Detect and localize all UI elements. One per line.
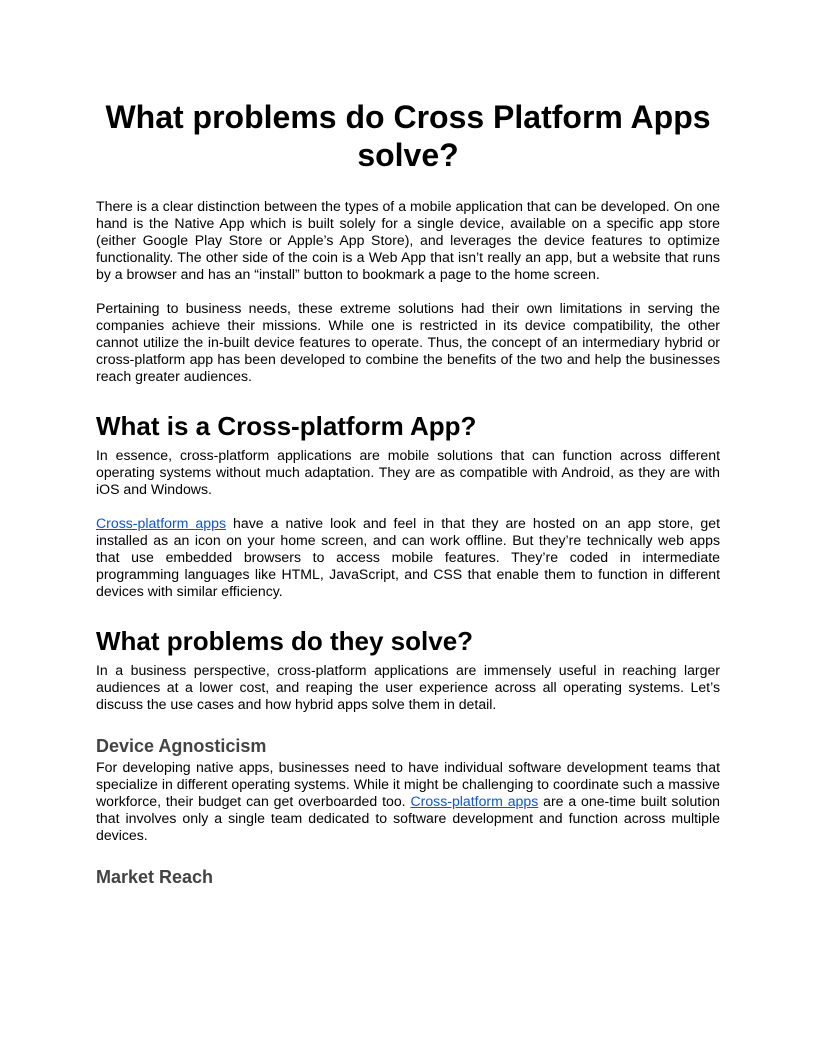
device-agnosticism-paragraph: [96, 759, 720, 844]
spacer: [96, 713, 720, 735]
intro-paragraph-2: Pertaining to business needs, these extreme solutions had their own limitations in serving the companies achieve their missions. While one is restricted in its device compatibility, the other cannot utilize the in-built device features to operate. Thus, the concept of an intermediary hybrid or cross-platform app has been developed to combine the benefits of the two and help the businesses reach greater audiences.: [96, 300, 720, 384]
section-heading-what-is: What is a Cross-platform App?: [96, 411, 477, 441]
device-agnosticism-text-after: are a one-time built solution that involves only a single team dedicated to software development and function across multiple devices.: [96, 793, 721, 843]
page-title: What problems do Cross Platform Apps solve?: [105, 99, 711, 173]
subheading-market-reach: Market Reach: [96, 867, 214, 887]
spacer: [96, 844, 720, 866]
cross-platform-apps-link[interactable]: Cross-platform apps: [96, 515, 226, 531]
section-heading-problems: What problems do they solve?: [96, 626, 474, 656]
section1-paragraph-2: [96, 515, 720, 600]
section1-paragraph-1: In essence, cross-platform applications are mobile solutions that can function across different operating systems without much adaptation. They are as compatible with Android, as they are with iOS and Windows.: [96, 447, 720, 497]
spacer: [96, 498, 720, 515]
subheading-device-agnosticism: Device Agnosticism: [96, 736, 267, 756]
section2-paragraph-1: In a business perspective, cross-platform applications are immensely useful in reaching larger audiences at a lower cost, and reaping the user experience across all operating systems. Let’s discuss the use cases and how hybrid apps solve them in detail.: [96, 662, 720, 712]
spacer: [96, 283, 720, 300]
section1-paragraph-2-text: have a native look and feel in that they are hosted on an app store, get installed as an icon on your home screen, and can work offline. But they’re technically web apps that use embedded browsers to access mobile features. They’re coded in intermediate programming languages like HTML, JavaScript, and CSS that enable them to function in different devices with similar efficiency.: [96, 515, 720, 599]
spacer: [96, 600, 720, 626]
spacer: [96, 385, 720, 411]
document-page: [96, 98, 720, 890]
cross-platform-apps-link-2[interactable]: Cross-platform apps: [410, 793, 539, 809]
intro-paragraph-1: There is a clear distinction between the types of a mobile application that can be developed. On one hand is the Native App which is built solely for a single device, available on a specific app store (either Google Play Store or Apple’s App Store), and leverages the device features to optimize functionality. The other side of the coin is a Web App that isn’t really an app, but a website that runs by a browser and has an “install” button to bookmark a page to the home screen.: [96, 198, 720, 282]
device-agnosticism-text-before: For developing native apps, businesses need to have individual software development teams that specialize in different operating systems. While it might be challenging to coordinate such a massive workforce, their budget can get overboarded too.: [96, 759, 720, 809]
